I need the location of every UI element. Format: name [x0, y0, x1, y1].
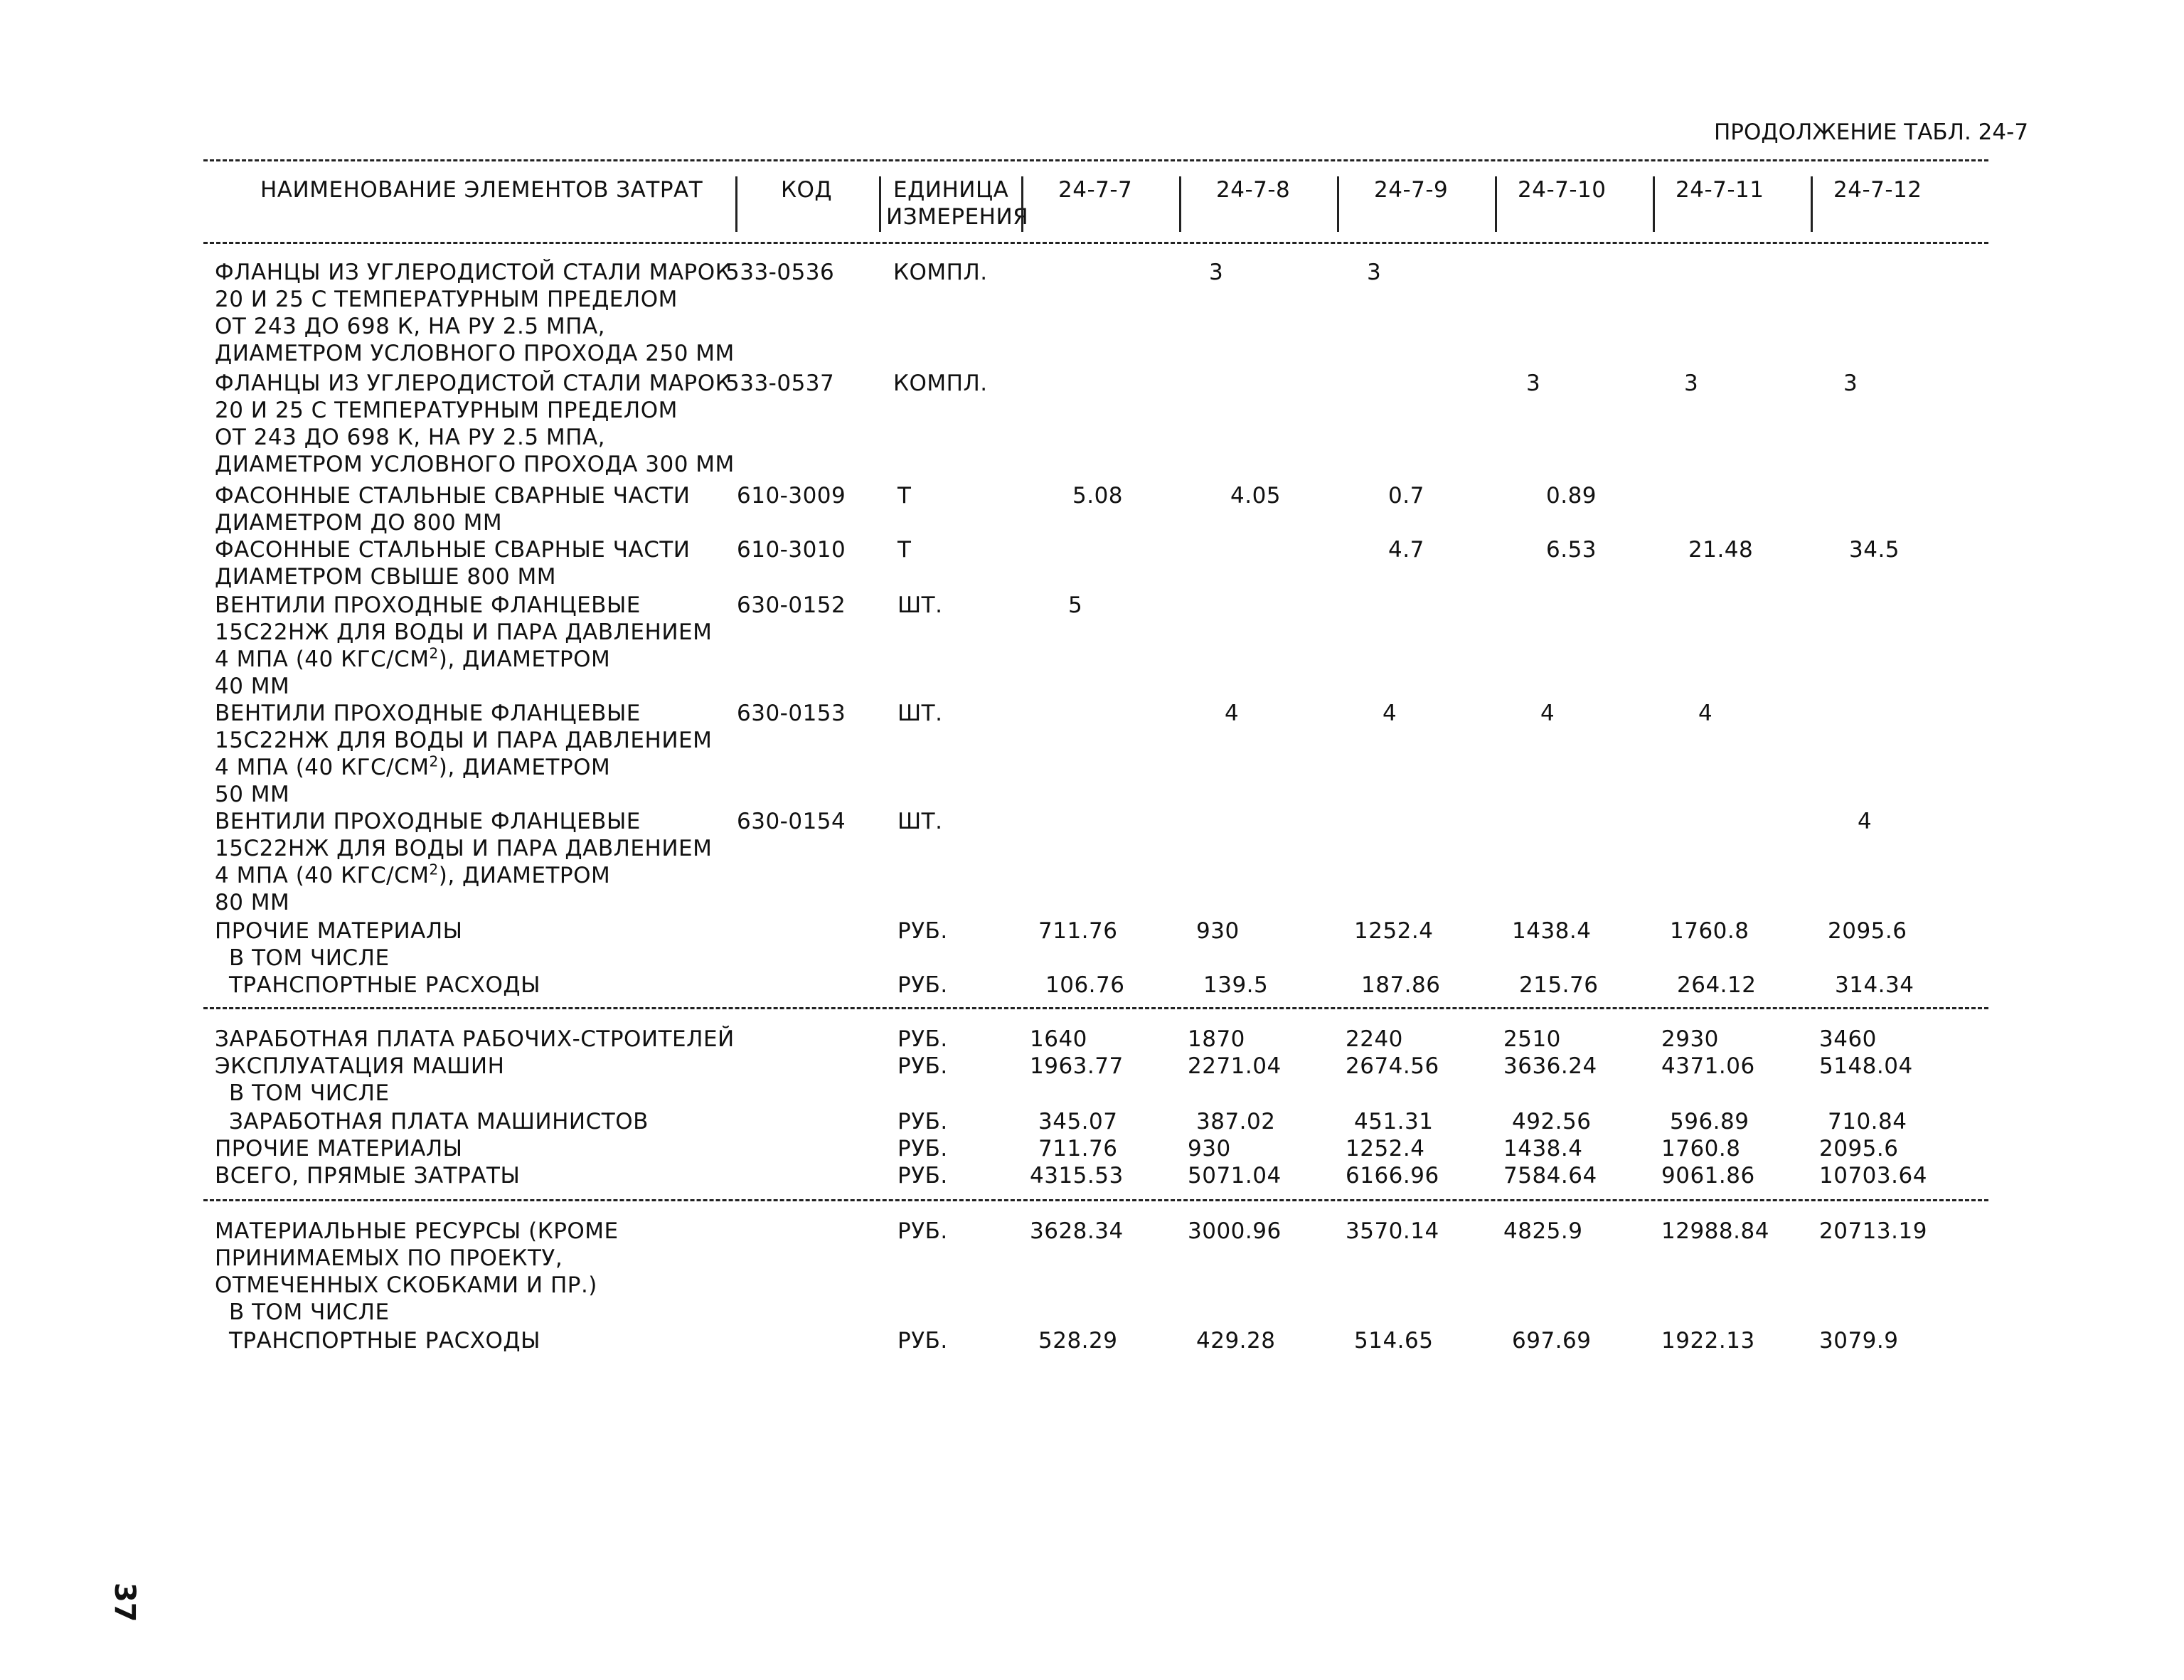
row-name-line: ВЕНТИЛИ ПРОХОДНЫЕ ФЛАНЦЕВЫЕ	[215, 701, 641, 726]
row-value: 2674.56	[1346, 1053, 1439, 1079]
row-value: 2095.6	[1828, 918, 1907, 944]
row-label: ВСЕГО, ПРЯМЫЕ ЗАТРАТЫ	[215, 1163, 521, 1189]
row-name-line: ФЛАНЦЫ ИЗ УГЛЕРОДИСТОЙ СТАЛИ МАРОК	[215, 371, 732, 396]
row-value: 4	[1540, 701, 1555, 726]
row-value: 3628.34	[1030, 1218, 1124, 1244]
row-name-line: МАТЕРИАЛЬНЫЕ РЕСУРСЫ (КРОМЕ	[215, 1218, 619, 1244]
continuation-title: ПРОДОЛЖЕНИЕ ТАБЛ. 24-7	[1714, 119, 2029, 145]
row-value: 4.05	[1230, 483, 1282, 509]
row-value: 2240	[1346, 1026, 1403, 1052]
row-unit: РУБ.	[897, 972, 948, 998]
row-code: 610-3009	[737, 483, 846, 509]
page-number: 37	[108, 1583, 141, 1622]
row-name-line: 80 ММ	[215, 890, 290, 915]
row-unit: ШТ.	[897, 809, 943, 834]
row-value: 4825.9	[1503, 1218, 1583, 1244]
header-divider	[1653, 176, 1655, 232]
top-rule	[203, 159, 1988, 161]
row-unit: Т	[897, 537, 912, 563]
row-value: 215.76	[1519, 972, 1599, 998]
row-value: 3	[1367, 260, 1382, 285]
row-name-line: ФЛАНЦЫ ИЗ УГЛЕРОДИСТОЙ СТАЛИ МАРОК	[215, 260, 732, 285]
row-value: 3000.96	[1188, 1218, 1282, 1244]
row-code: 610-3010	[737, 537, 846, 563]
row-name-line: 15С22НЖ ДЛЯ ВОДЫ И ПАРА ДАВЛЕНИЕМ	[215, 836, 713, 861]
row-unit: РУБ.	[897, 918, 948, 944]
row-value: 4	[1383, 701, 1397, 726]
row-unit: Т	[897, 483, 912, 509]
row-name-line: ОТ 243 ДО 698 К, НА РУ 2.5 МПА,	[215, 425, 606, 450]
row-value: 1963.77	[1030, 1053, 1124, 1079]
row-name-line: ФАСОННЫЕ СТАЛЬНЫЕ СВАРНЫЕ ЧАСТИ	[215, 483, 691, 509]
row-name-line: ДИАМЕТРОМ СВЫШЕ 800 ММ	[215, 564, 556, 590]
row-name-line: ДИАМЕТРОМ ДО 800 ММ	[215, 510, 503, 536]
row-value: 2510	[1503, 1026, 1561, 1052]
header-col-3: 24-7-9	[1374, 177, 1449, 203]
row-label: ПРОЧИЕ МАТЕРИАЛЫ	[215, 918, 463, 944]
row-value: 492.56	[1512, 1109, 1592, 1134]
row-name-line: В ТОМ ЧИСЛЕ	[229, 1299, 390, 1325]
row-unit: РУБ.	[897, 1218, 948, 1244]
row-value: 3636.24	[1503, 1053, 1597, 1079]
row-name-line: 20 И 25 С ТЕМПЕРАТУРНЫМ ПРЕДЕЛОМ	[215, 287, 678, 312]
header-col-2: 24-7-8	[1216, 177, 1291, 203]
row-name-line: ДИАМЕТРОМ УСЛОВНОГО ПРОХОДА 250 ММ	[215, 341, 735, 366]
row-value: 3	[1843, 371, 1858, 396]
row-unit: РУБ.	[897, 1053, 948, 1079]
row-value: 106.76	[1045, 972, 1125, 998]
row-value: 7584.64	[1503, 1163, 1597, 1189]
row-code: 533-0536	[725, 260, 835, 285]
row-value: 1760.8	[1661, 1136, 1741, 1161]
header-divider	[1337, 176, 1339, 232]
row-value: 5071.04	[1188, 1163, 1282, 1189]
row-value: 1252.4	[1354, 918, 1434, 944]
row-unit: РУБ.	[897, 1163, 948, 1189]
header-divider	[1179, 176, 1181, 232]
row-value: 6.53	[1546, 537, 1597, 563]
row-value: 9061.86	[1661, 1163, 1755, 1189]
header-rule	[203, 242, 1988, 244]
row-name-line: ФАСОННЫЕ СТАЛЬНЫЕ СВАРНЫЕ ЧАСТИ	[215, 537, 691, 563]
header-divider	[1811, 176, 1813, 232]
row-label: ПРОЧИЕ МАТЕРИАЛЫ	[215, 1136, 463, 1161]
row-label: ТРАНСПОРТНЫЕ РАСХОДЫ	[229, 972, 540, 998]
row-value: 4	[1698, 701, 1713, 726]
row-unit: РУБ.	[897, 1026, 948, 1052]
row-value: 3	[1684, 371, 1699, 396]
row-value: 345.07	[1038, 1109, 1118, 1134]
row-name-line: ПРИНИМАЕМЫХ ПО ПРОЕКТУ,	[215, 1245, 563, 1271]
header-unit-line1: ЕДИНИЦА	[893, 177, 1009, 203]
row-value: 1760.8	[1670, 918, 1749, 944]
row-value: 10703.64	[1819, 1163, 1927, 1189]
including-label: В ТОМ ЧИСЛЕ	[229, 945, 390, 971]
row-value: 34.5	[1849, 537, 1900, 563]
row-value: 3460	[1819, 1026, 1877, 1052]
row-value: 0.7	[1388, 483, 1424, 509]
row-unit: КОМПЛ.	[893, 260, 988, 285]
row-name-line: 15С22НЖ ДЛЯ ВОДЫ И ПАРА ДАВЛЕНИЕМ	[215, 728, 713, 753]
row-value: 4371.06	[1661, 1053, 1755, 1079]
row-value: 1870	[1188, 1026, 1245, 1052]
row-value: 451.31	[1354, 1109, 1434, 1134]
row-value: 3	[1526, 371, 1541, 396]
row-value: 21.48	[1688, 537, 1754, 563]
header-divider	[735, 176, 737, 232]
row-unit: ШТ.	[897, 701, 943, 726]
row-unit: РУБ.	[897, 1109, 948, 1134]
row-name-line: ОТ 243 ДО 698 К, НА РУ 2.5 МПА,	[215, 314, 606, 339]
row-value: 4315.53	[1030, 1163, 1124, 1189]
row-value: 1640	[1030, 1026, 1087, 1052]
row-label: ЗАРАБОТНАЯ ПЛАТА МАШИНИСТОВ	[229, 1109, 649, 1134]
header-col-4: 24-7-10	[1518, 177, 1607, 203]
row-unit: ШТ.	[897, 592, 943, 618]
row-name-line: 40 ММ	[215, 674, 290, 699]
row-value: 387.02	[1196, 1109, 1276, 1134]
section-rule	[203, 1199, 1988, 1201]
header-col-5: 24-7-11	[1676, 177, 1764, 203]
row-value: 429.28	[1196, 1328, 1276, 1354]
row-value: 711.76	[1038, 1136, 1118, 1161]
row-value: 187.86	[1361, 972, 1441, 998]
row-code: 533-0537	[725, 371, 835, 396]
row-name-line: ДИАМЕТРОМ УСЛОВНОГО ПРОХОДА 300 ММ	[215, 452, 735, 477]
row-value: 6166.96	[1346, 1163, 1439, 1189]
row-unit: КОМПЛ.	[893, 371, 988, 396]
row-code: 630-0153	[737, 701, 846, 726]
row-value: 1438.4	[1512, 918, 1592, 944]
section-rule	[203, 1007, 1988, 1009]
row-value: 710.84	[1828, 1109, 1907, 1134]
row-name-line: 15С22НЖ ДЛЯ ВОДЫ И ПАРА ДАВЛЕНИЕМ	[215, 620, 713, 645]
row-value: 1922.13	[1661, 1328, 1755, 1354]
row-name-line: 20 И 25 С ТЕМПЕРАТУРНЫМ ПРЕДЕЛОМ	[215, 398, 678, 423]
row-value: 930	[1188, 1136, 1231, 1161]
row-value: 5.08	[1072, 483, 1124, 509]
row-value: 4.7	[1388, 537, 1424, 563]
including-label: В ТОМ ЧИСЛЕ	[229, 1080, 390, 1106]
row-value: 2271.04	[1188, 1053, 1282, 1079]
row-name-line: 4 МПА (40 КГС/$СМ^2$), ДИАМЕТРОМ	[215, 644, 611, 672]
row-value: 3079.9	[1819, 1328, 1899, 1354]
row-code: 630-0152	[737, 592, 846, 618]
row-value: 264.12	[1677, 972, 1757, 998]
row-unit: РУБ.	[897, 1136, 948, 1161]
row-label: ЭКСПЛУАТАЦИЯ МАШИН	[215, 1053, 505, 1079]
header-unit-line2: ИЗМЕРЕНИЯ	[886, 204, 1029, 230]
row-value: 5148.04	[1819, 1053, 1913, 1079]
row-value: 1252.4	[1346, 1136, 1425, 1161]
row-value: 4	[1225, 701, 1240, 726]
header-divider	[1021, 176, 1023, 232]
row-value: 314.34	[1835, 972, 1914, 998]
row-label: ТРАНСПОРТНЫЕ РАСХОДЫ	[229, 1328, 540, 1354]
header-code: КОД	[781, 177, 833, 203]
row-value: 2095.6	[1819, 1136, 1899, 1161]
row-value: 139.5	[1203, 972, 1269, 998]
row-name-line: ВЕНТИЛИ ПРОХОДНЫЕ ФЛАНЦЕВЫЕ	[215, 809, 641, 834]
row-label: ЗАРАБОТНАЯ ПЛАТА РАБОЧИХ-СТРОИТЕЛЕЙ	[215, 1026, 735, 1052]
row-value: 514.65	[1354, 1328, 1434, 1354]
row-code: 630-0154	[737, 809, 846, 834]
row-value: 2930	[1661, 1026, 1719, 1052]
row-name-line: 4 МПА (40 КГС/$СМ^2$), ДИАМЕТРОМ	[215, 753, 611, 780]
header-col-1: 24-7-7	[1058, 177, 1133, 203]
row-value: 12988.84	[1661, 1218, 1769, 1244]
header-divider	[1495, 176, 1497, 232]
row-value: 528.29	[1038, 1328, 1118, 1354]
row-name-line: 50 ММ	[215, 782, 290, 807]
row-name-line: 4 МПА (40 КГС/$СМ^2$), ДИАМЕТРОМ	[215, 861, 611, 888]
row-name-line: ОТМЕЧЕННЫХ СКОБКАМИ И ПР.)	[215, 1272, 597, 1298]
row-value: 1438.4	[1503, 1136, 1583, 1161]
row-value: 930	[1196, 918, 1240, 944]
row-value: 5	[1068, 592, 1083, 618]
row-unit: РУБ.	[897, 1328, 948, 1354]
row-value: 20713.19	[1819, 1218, 1927, 1244]
row-value: 596.89	[1670, 1109, 1749, 1134]
row-name-line: ВЕНТИЛИ ПРОХОДНЫЕ ФЛАНЦЕВЫЕ	[215, 592, 641, 618]
row-value: 0.89	[1546, 483, 1597, 509]
row-value: 711.76	[1038, 918, 1118, 944]
row-value: 4	[1858, 809, 1873, 834]
row-value: 697.69	[1512, 1328, 1592, 1354]
header-divider	[879, 176, 881, 232]
row-value: 3	[1209, 260, 1224, 285]
header-col-6: 24-7-12	[1833, 177, 1922, 203]
header-name: НАИМЕНОВАНИЕ ЭЛЕМЕНТОВ ЗАТРАТ	[260, 177, 703, 203]
row-value: 3570.14	[1346, 1218, 1439, 1244]
